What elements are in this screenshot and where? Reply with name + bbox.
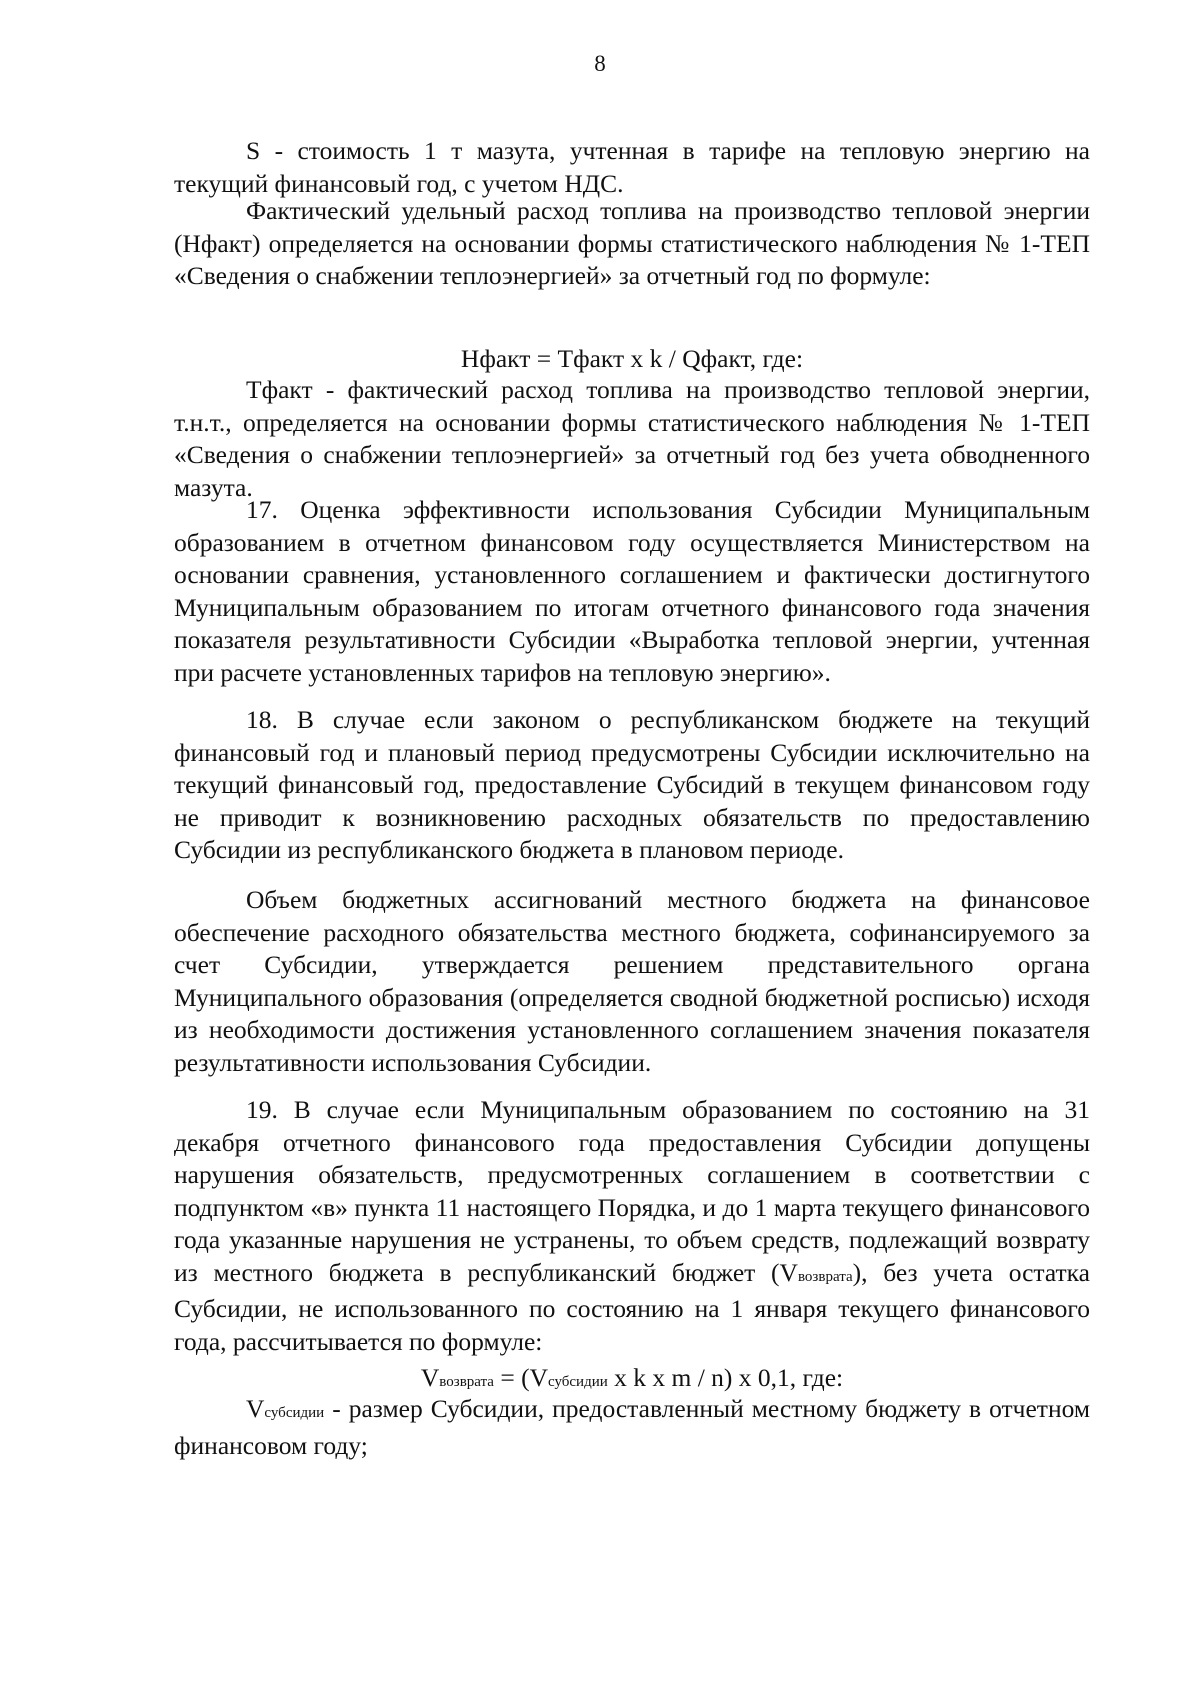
text-part: 19. В случае если Муниципальным образованием по состоянию на 31 декабря отчетного финансового года предоставления Субсидии допущены нарушения обязательств, предусмотренных соглашением в соответствии с подпунктом «в» пункта 11 настоящего Порядка, и до 1 марта текущего финансового года указанные нарушения не устранены, то объем средств, подлежащий возврату из местного бюджета в республиканский бюджет (V bbox=[174, 1095, 1090, 1287]
paragraph-text: Фактический удельный расход топлива на производство тепловой энергии (Нфакт) определяется на основании формы статистического наблюдения № 1-ТЕП «Сведения о снабжении теплоэнергией» за отчетный год по формуле: bbox=[174, 196, 1090, 290]
formula-text: Нфакт = Тфакт x k / Qфакт, где: bbox=[460, 344, 804, 373]
text-part: ), без учета остатка Субсидии, не использованного по состоянию на 1 января текущего финансового года, рассчитывается по формуле: bbox=[174, 1257, 1090, 1356]
paragraph-budget-allocation bbox=[174, 884, 1090, 1079]
formula-part: V bbox=[420, 1363, 440, 1392]
text-part: V bbox=[246, 1394, 265, 1423]
paragraph-text: 18. В случае если законом о республиканском бюджете на текущий финансовый год и плановый период предусмотрены Субсидии исключительно на текущий финансовый год, предоставление Субсидий в текущем финансовом году не приводит к возникновению расходных обязательств по предоставлению Субсидии из республиканского бюджета в плановом периоде. bbox=[174, 705, 1090, 864]
paragraph-v-subsidy bbox=[174, 1393, 1090, 1462]
paragraph-text: Тфакт - фактический расход топлива на производство тепловой энергии, т.н.т., определяется на основании формы статистического наблюдения № 1-ТЕП «Сведения о снабжении теплоэнергией» за отчетный год без учета обводненного мазута. bbox=[174, 375, 1090, 502]
paragraph-17 bbox=[174, 494, 1090, 689]
paragraph-text: S - стоимость 1 т мазута, учтенная в тарифе на тепловую энергию на текущий финансовый год, с учетом НДС. bbox=[174, 136, 1090, 198]
subscript: субсидии bbox=[264, 1405, 325, 1421]
paragraph-19 bbox=[174, 1094, 1090, 1358]
paragraph-s-cost bbox=[174, 135, 1090, 200]
paragraph-18 bbox=[174, 704, 1090, 867]
page-number: 8 bbox=[594, 51, 606, 76]
formula-nfact bbox=[174, 343, 1090, 376]
text-part: - размер Субсидии, предоставленный местному бюджету в отчетном финансовом году; bbox=[174, 1394, 1090, 1460]
formula-part: = (V bbox=[493, 1363, 548, 1392]
paragraph-text bbox=[174, 1393, 1090, 1462]
paragraph-text: 17. Оценка эффективности использования Субсидии Муниципальным образованием в отчетном финансовом году осуществляется Министерством на основании сравнения, установленного соглашением и фактически достигнутого Муниципальным образованием по итогам отчетного финансового года значения показателя результативности Субсидии «Выработка тепловой энергии, учтенная при расчете установленных тарифов на тепловую энергию». bbox=[174, 495, 1090, 687]
subscript: субсидии bbox=[548, 1374, 608, 1390]
formula-part: x k x m / n) x 0,1, где: bbox=[607, 1363, 844, 1392]
subscript: возврата bbox=[797, 1268, 853, 1285]
paragraph-actual-consumption bbox=[174, 195, 1090, 293]
paragraph-text bbox=[174, 1094, 1090, 1358]
paragraph-text: Объем бюджетных ассигнований местного бюджета на финансовое обеспечение расходного обязательства местного бюджета, софинансируемого за счет Субсидии, утверждается решением представительного органа Муниципального образования (определяется сводной бюджетной росписью) исходя из необходимости достижения установленного соглашением значения показателя результативности использования Субсидии. bbox=[174, 885, 1090, 1077]
paragraph-tfact bbox=[174, 374, 1090, 504]
subscript: возврата bbox=[439, 1374, 494, 1390]
